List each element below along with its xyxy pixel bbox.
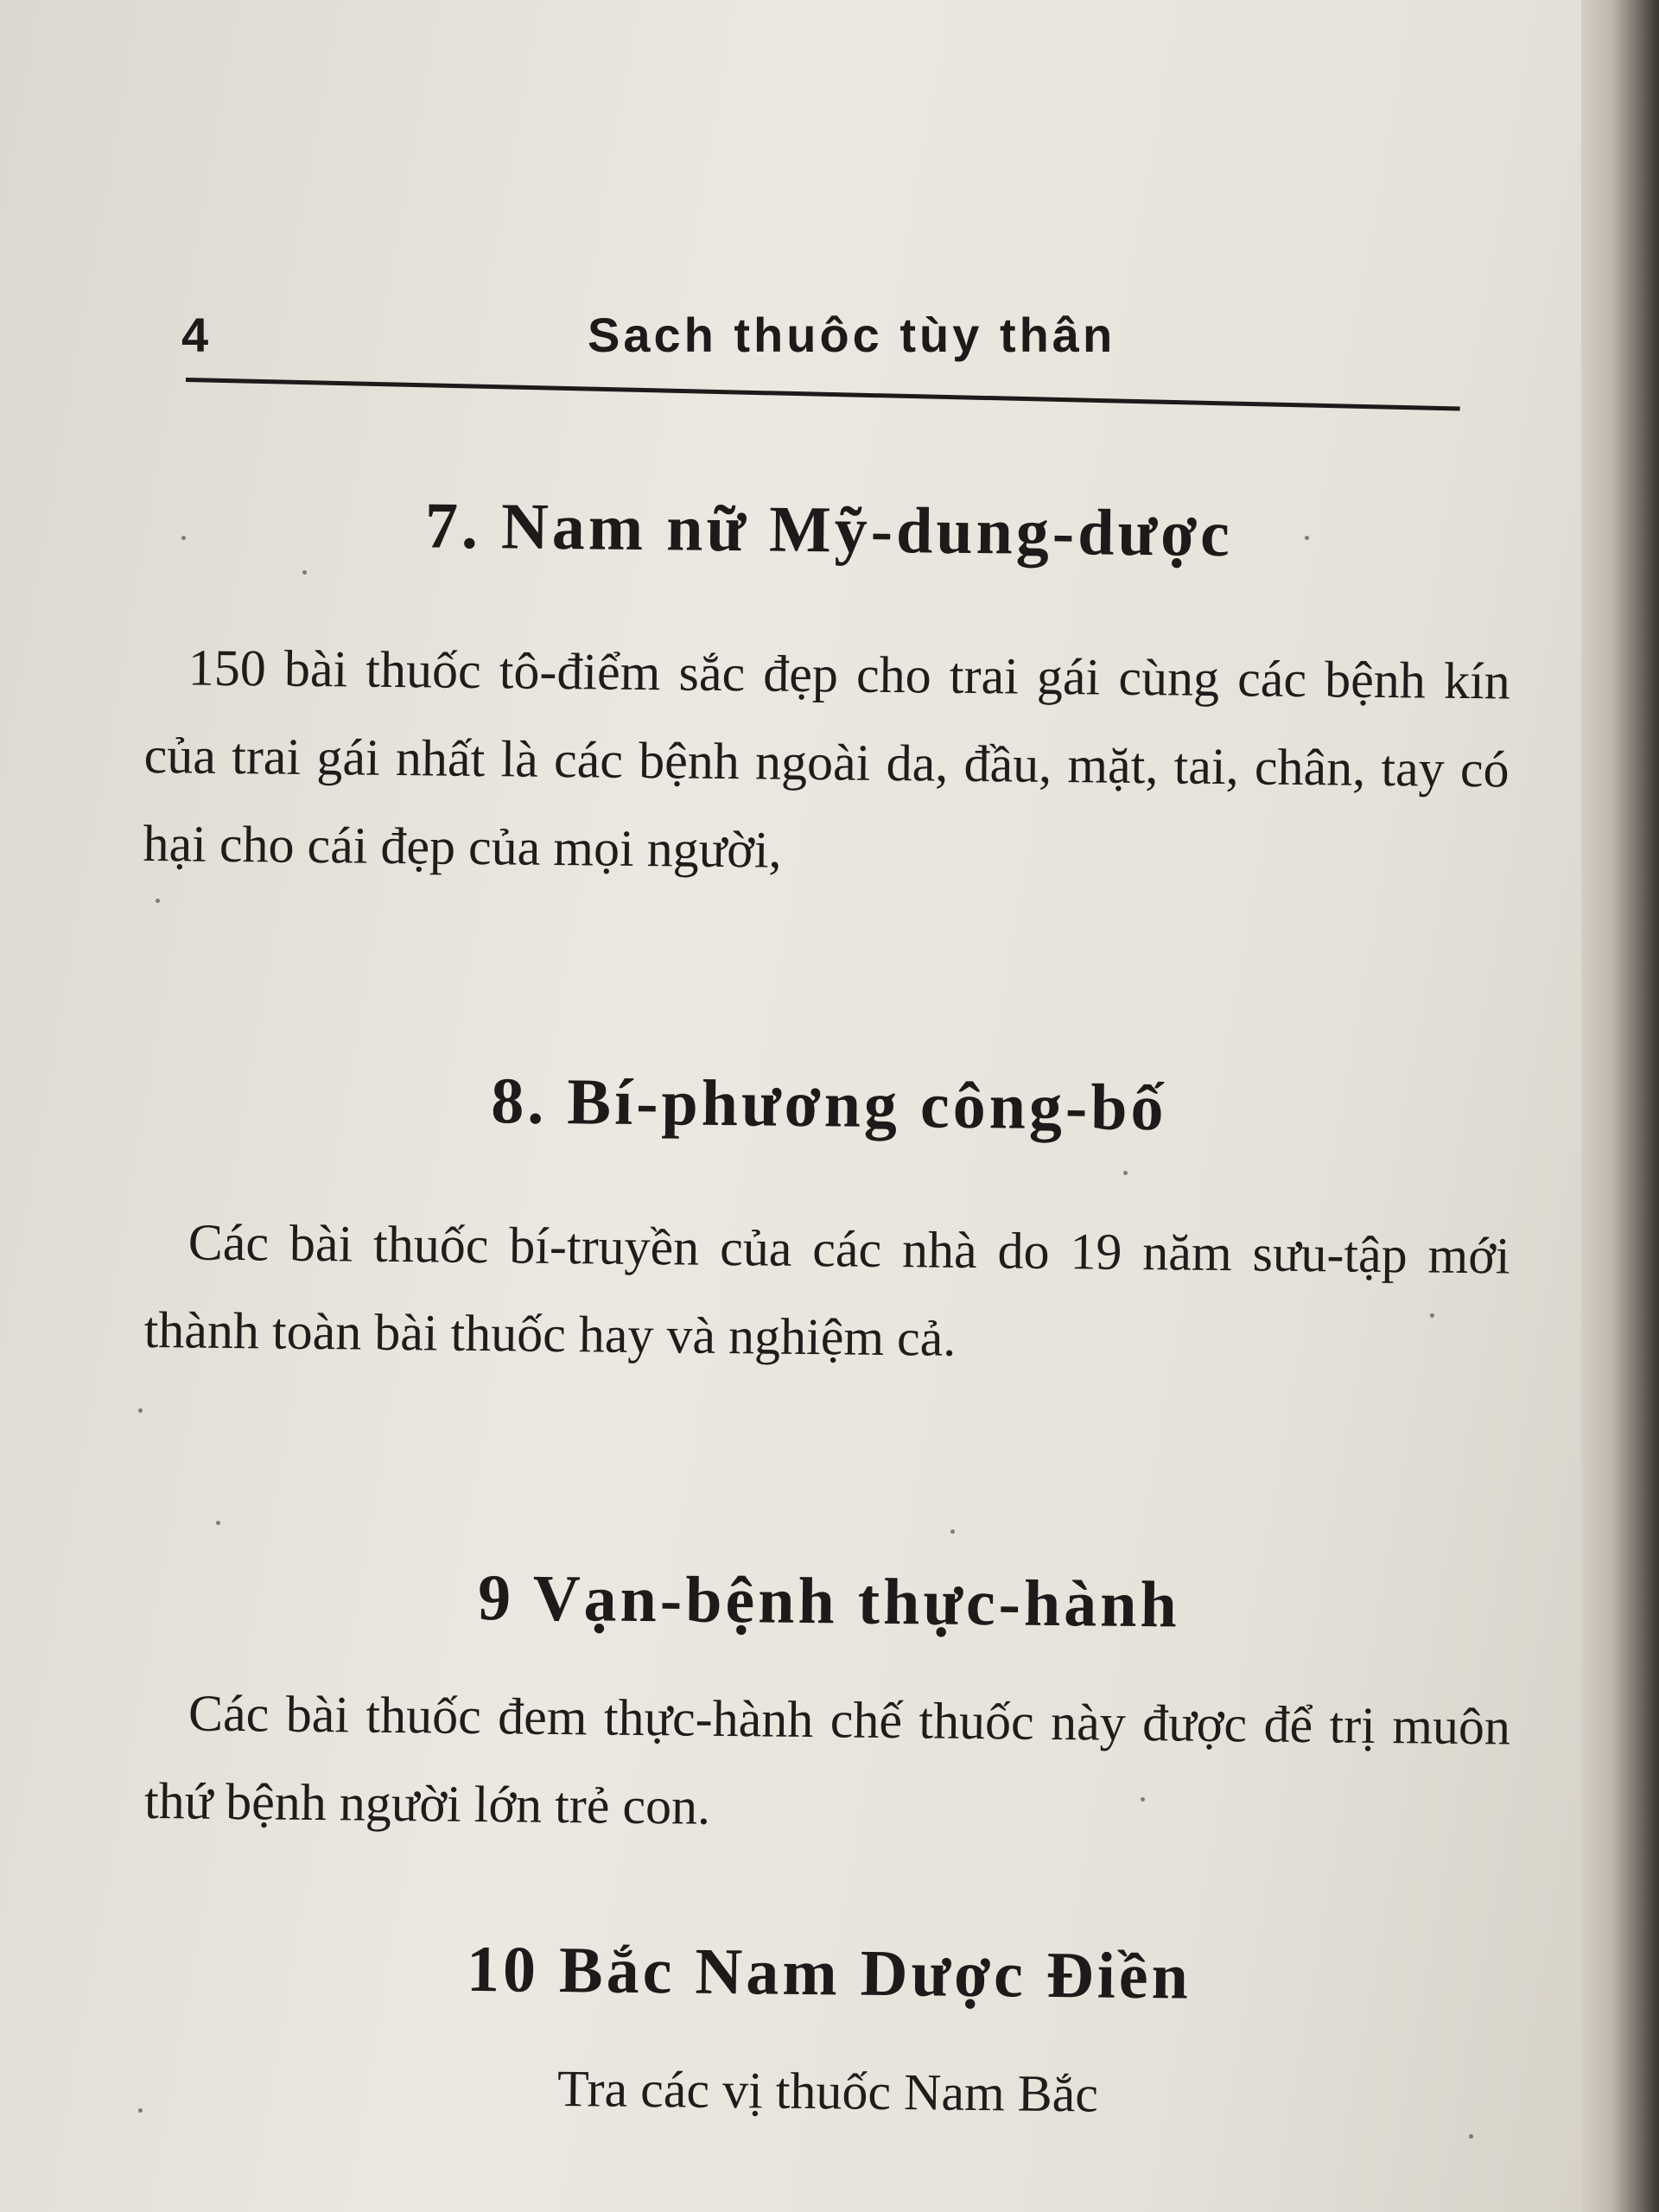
section-10 (145, 1927, 1512, 2143)
section-body: Tra các vị thuốc Nam Bắc (556, 2060, 1099, 2123)
section-body: 150 bài thuốc tô-điểm sắc đẹp cho trai gái cùng các bệnh kín của trai gái nhất là các bệnh ngoài da, đầu, mặt, tai, chân, tay có hại cho cái đẹp của mọi người, (143, 639, 1511, 879)
header-rule (186, 378, 1460, 410)
print-speck (216, 1521, 220, 1525)
print-speck (1430, 1313, 1434, 1318)
print-speck (138, 1408, 143, 1413)
print-speck (1469, 2134, 1473, 2139)
running-title: Sach thuôc tùy thân (588, 308, 1116, 362)
print-speck (181, 536, 186, 540)
section-8 (143, 1058, 1512, 1389)
print-speck (950, 1529, 955, 1534)
print-speck (1141, 1797, 1145, 1802)
section-7 (143, 484, 1512, 902)
section-heading: 7. Nam nữ Mỹ-dung-dược (424, 489, 1234, 571)
print-speck (1123, 1171, 1128, 1175)
page-edge (1581, 0, 1659, 2212)
section-body: Các bài thuốc bí-truyền của các nhà do 19 năm sưu-tập mới thành toàn bài thuốc hay và nghiệm cả. (143, 1213, 1511, 1368)
print-speck (302, 570, 307, 575)
page-header (181, 307, 1460, 376)
section-9 (143, 1555, 1511, 1859)
print-speck (1305, 536, 1309, 540)
print-speck (138, 2108, 143, 2113)
section-body: Các bài thuốc đem thực-hành chế thuốc này được để trị muôn thứ bệnh người lớn trẻ con. (143, 1684, 1511, 1836)
page-number: 4 (181, 308, 209, 362)
section-heading: 9 Vạn-bệnh thực-hành (477, 1561, 1181, 1642)
section-heading: 10 Bắc Nam Dược Điền (466, 1932, 1192, 2013)
print-speck (156, 899, 160, 903)
section-heading: 8. Bí-phương công-bố (490, 1065, 1167, 1145)
